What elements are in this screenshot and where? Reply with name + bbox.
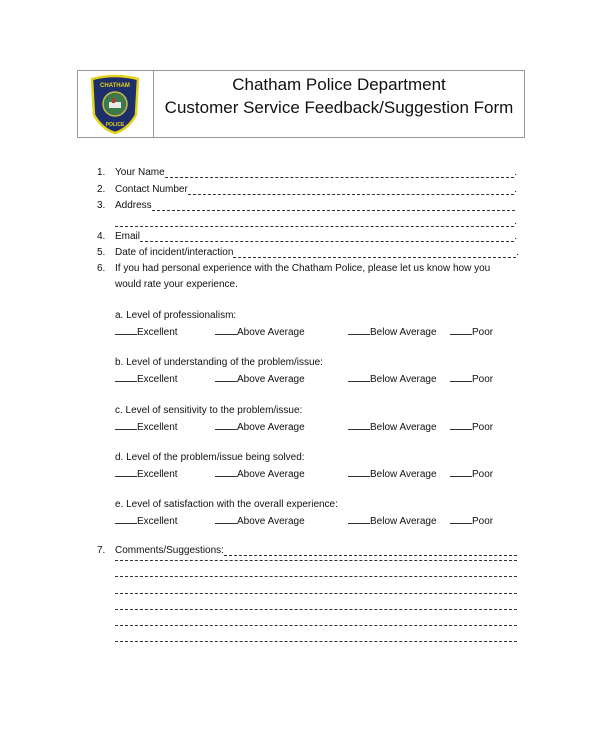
rating-blank[interactable]: [215, 514, 237, 524]
rating-blank[interactable]: [115, 514, 137, 524]
rating-option[interactable]: Below Average: [348, 420, 437, 434]
rating-blank[interactable]: [450, 325, 472, 335]
rating-option[interactable]: Poor: [450, 325, 493, 339]
rating-blank[interactable]: [450, 467, 472, 477]
rating-blank[interactable]: [450, 514, 472, 524]
rating-option[interactable]: Below Average: [348, 467, 437, 481]
rating-option[interactable]: Excellent: [115, 467, 178, 481]
rating-option[interactable]: Poor: [450, 420, 493, 434]
rating-blank[interactable]: [450, 420, 472, 430]
rating-blank[interactable]: [215, 420, 237, 430]
rating-option[interactable]: Above Average: [215, 514, 305, 528]
date-blank[interactable]: [233, 247, 516, 258]
address-blank[interactable]: [152, 200, 515, 211]
rating-option[interactable]: Above Average: [215, 467, 305, 481]
logo-cell: [78, 71, 154, 137]
department-title: Chatham Police Department: [232, 75, 446, 94]
rating-question: e. Level of satisfaction with the overall experience:: [115, 499, 338, 511]
rating-blank[interactable]: [348, 467, 370, 477]
rating-option[interactable]: Below Average: [348, 372, 437, 386]
field-date[interactable]: 5. Date of incident/interaction .: [97, 247, 519, 258]
field-email[interactable]: 4. Email .: [97, 231, 517, 242]
rating-blank[interactable]: [115, 372, 137, 382]
rating-option[interactable]: Excellent: [115, 420, 178, 434]
contact-blank[interactable]: [188, 184, 514, 195]
rating-blank[interactable]: [215, 467, 237, 477]
rating-option[interactable]: Above Average: [215, 372, 305, 386]
rating-blank[interactable]: [450, 372, 472, 382]
rating-question: a. Level of professionalism:: [115, 310, 237, 321]
rating-question: b. Level of understanding of the problem/issue:: [115, 357, 323, 369]
rating-blank[interactable]: [348, 420, 370, 430]
rating-option[interactable]: Poor: [450, 467, 493, 481]
rating-blank[interactable]: [115, 420, 137, 430]
field-contact-number[interactable]: 2. Contact Number .: [97, 184, 517, 195]
police-badge-logo: [78, 71, 153, 137]
svg-text:POLICE: POLICE: [105, 122, 125, 128]
comments-line[interactable]: [115, 560, 517, 561]
rating-option[interactable]: Excellent: [115, 325, 178, 339]
comments-line[interactable]: [115, 593, 517, 594]
rating-blank[interactable]: [215, 372, 237, 382]
rating-option[interactable]: Below Average: [348, 325, 437, 339]
comments-line[interactable]: [115, 576, 517, 577]
rating-option[interactable]: Excellent: [115, 514, 178, 528]
question-6: 6. If you had personal experience with the Chatham Police, please let us know how you: [97, 263, 491, 274]
svg-text:CHATHAM: CHATHAM: [100, 83, 130, 89]
rating-blank[interactable]: [348, 514, 370, 524]
field-address-line2[interactable]: .: [97, 216, 517, 228]
rating-option[interactable]: Below Average: [348, 514, 437, 528]
rating-question: c. Level of sensitivity to the problem/issue:: [115, 404, 303, 416]
field-name[interactable]: 1. Your Name .: [97, 167, 517, 178]
address-blank-2[interactable]: [115, 216, 514, 227]
rating-option[interactable]: Excellent: [115, 372, 178, 386]
comments-line[interactable]: [115, 625, 517, 626]
rating-question: d. Level of the problem/issue being solved:: [115, 451, 305, 463]
question-6-line2: would rate your experience.: [115, 279, 238, 290]
rating-option[interactable]: Poor: [450, 372, 493, 386]
rating-blank[interactable]: [115, 467, 137, 477]
comments-blank[interactable]: [224, 545, 517, 556]
rating-blank[interactable]: [115, 325, 137, 335]
rating-option[interactable]: Above Average: [215, 420, 305, 434]
comments-line[interactable]: [115, 641, 517, 642]
rating-option[interactable]: Poor: [450, 514, 493, 528]
rating-blank[interactable]: [348, 325, 370, 335]
comments-line[interactable]: [115, 609, 517, 610]
field-address[interactable]: 3. Address: [97, 200, 515, 212]
name-blank[interactable]: [165, 167, 515, 178]
form-header: [77, 70, 525, 138]
email-blank[interactable]: [140, 231, 514, 242]
rating-blank[interactable]: [215, 325, 237, 335]
question-7[interactable]: 7. Comments/Suggestions:: [97, 545, 517, 557]
form-title: Customer Service Feedback/Suggestion Form: [164, 98, 514, 117]
rating-blank[interactable]: [348, 372, 370, 382]
rating-option[interactable]: Above Average: [215, 325, 305, 339]
